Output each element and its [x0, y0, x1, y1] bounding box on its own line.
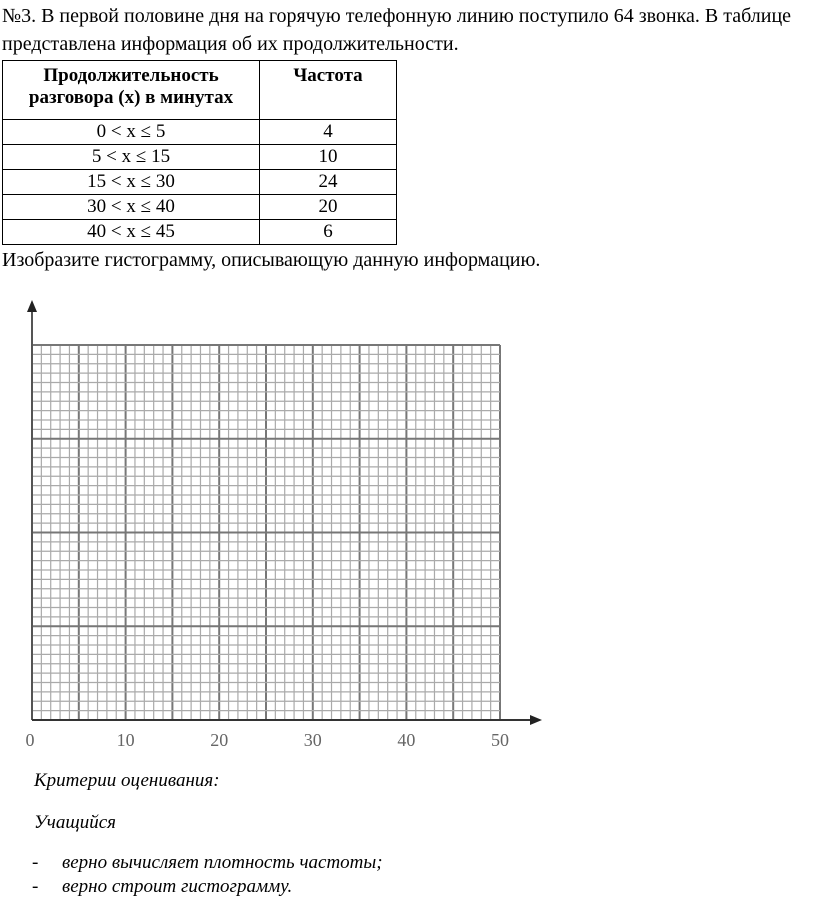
criteria-title: Критерии оценивания:: [34, 770, 220, 791]
header-duration-l1: Продолжительность: [43, 65, 219, 86]
task-line-1: №3. В первой половине дня на горячую телефонную линию поступило 64 звонка. В таблице: [2, 5, 792, 27]
x-tick-label: 50: [491, 730, 509, 750]
bullet: -: [32, 876, 39, 897]
task-line-2: представлена информация об их продолжительности.: [2, 33, 459, 55]
x-tick-label: 10: [116, 730, 135, 750]
x-tick-label: 0: [25, 730, 35, 750]
x-tick-label: 20: [210, 730, 229, 750]
bullet: -: [32, 852, 39, 873]
frequency-cell: 20: [260, 195, 397, 220]
x-tick-label: 40: [397, 730, 416, 750]
range-cell: 5 < x ≤ 15: [3, 145, 260, 170]
range-cell: 15 < x ≤ 30: [3, 170, 260, 195]
frequency-cell: 4: [260, 120, 397, 145]
header-frequency: Частота: [260, 61, 397, 120]
x-tick-label: 30: [303, 730, 322, 750]
histogram-grid: [0, 290, 560, 760]
range-cell: 30 < x ≤ 40: [3, 195, 260, 220]
frequency-cell: 10: [260, 145, 397, 170]
criteria-item: верно строит гистограмму.: [62, 876, 293, 897]
x-axis-arrow-icon: [530, 715, 542, 725]
table-row: [3, 170, 397, 195]
criteria-subject: Учащийся: [34, 812, 116, 833]
instruction: Изобразите гистограмму, описывающую данную информацию.: [2, 249, 541, 271]
table-row: [3, 195, 397, 220]
table-row: [3, 220, 397, 245]
range-cell: 40 < x ≤ 45: [3, 220, 260, 245]
header-duration-l2: разговора (x) в минутах: [28, 87, 234, 108]
range-cell: 0 < x ≤ 5: [3, 120, 260, 145]
y-axis-arrow-icon: [27, 300, 37, 312]
frequency-cell: 24: [260, 170, 397, 195]
criteria-item: верно вычисляет плотность частоты;: [62, 852, 383, 873]
header-duration: [3, 61, 260, 120]
frequency-cell: 6: [260, 220, 397, 245]
table-row: [3, 120, 397, 145]
duration-table: [2, 60, 397, 245]
table-row: [3, 145, 397, 170]
